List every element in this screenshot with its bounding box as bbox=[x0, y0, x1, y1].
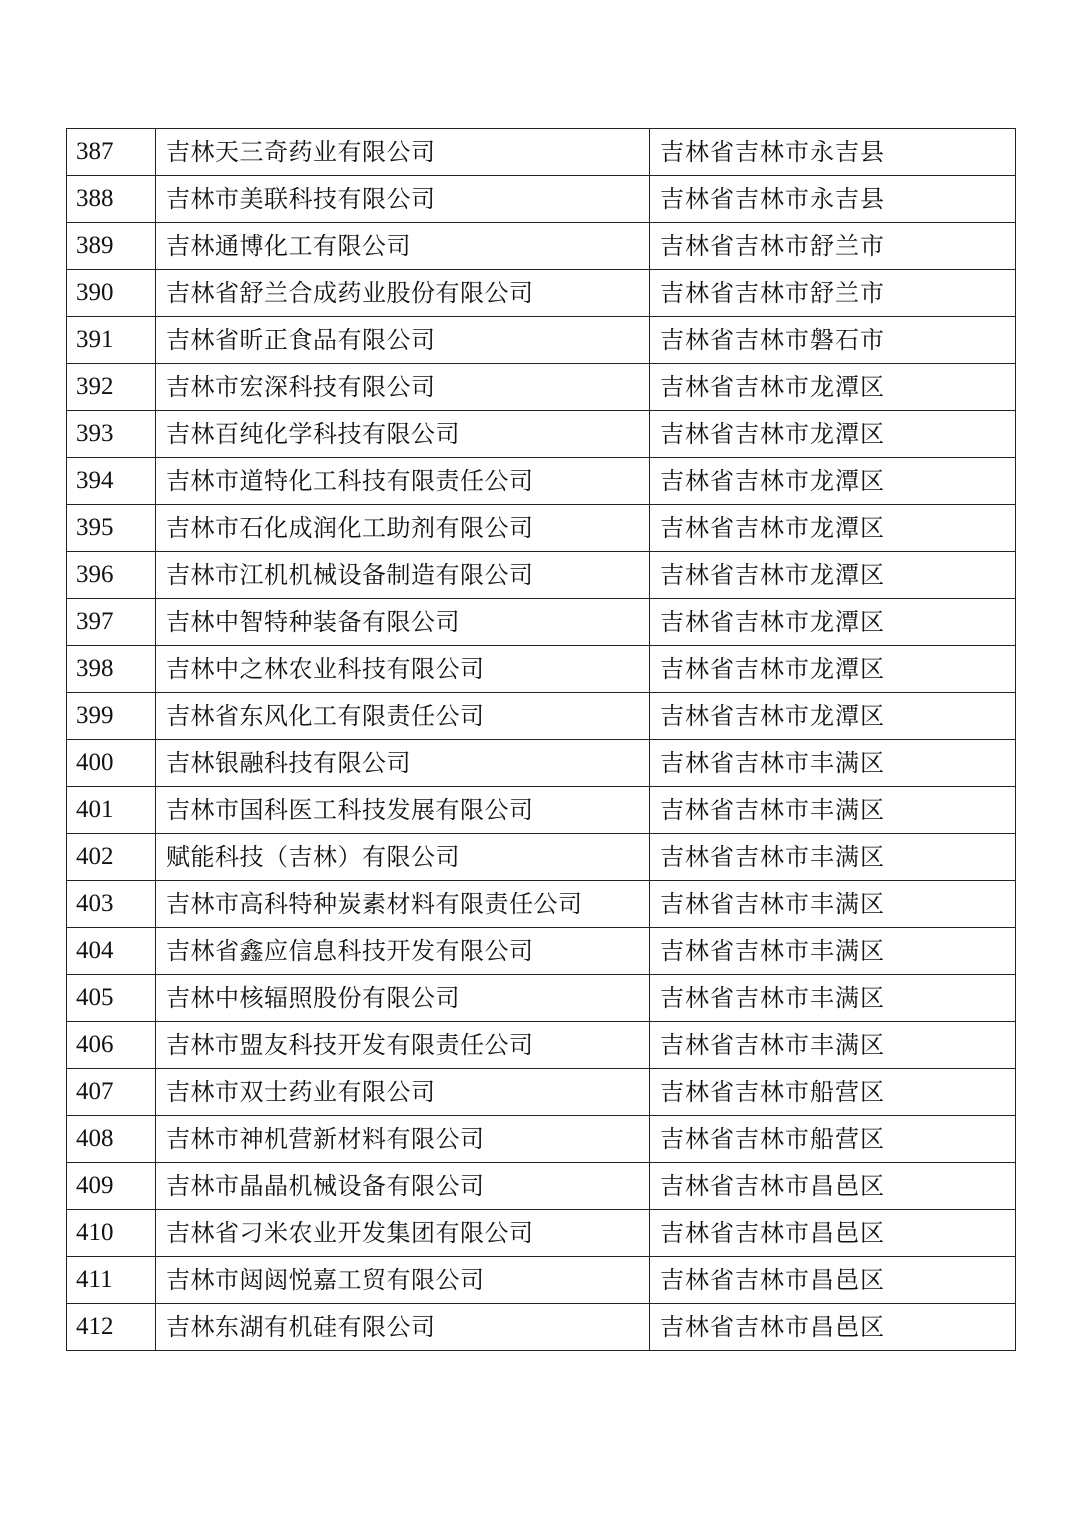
company-name: 吉林百纯化学科技有限公司 bbox=[156, 411, 650, 458]
company-name: 吉林市宏深科技有限公司 bbox=[156, 364, 650, 411]
company-location: 吉林省吉林市舒兰市 bbox=[650, 223, 1016, 270]
company-location: 吉林省吉林市舒兰市 bbox=[650, 270, 1016, 317]
row-number: 397 bbox=[67, 599, 156, 646]
row-number: 407 bbox=[67, 1069, 156, 1116]
table-row bbox=[67, 1022, 1016, 1069]
company-location: 吉林省吉林市丰满区 bbox=[650, 928, 1016, 975]
table-row bbox=[67, 505, 1016, 552]
company-list-table bbox=[66, 128, 1016, 1351]
row-number: 400 bbox=[67, 740, 156, 787]
row-number: 396 bbox=[67, 552, 156, 599]
company-location: 吉林省吉林市昌邑区 bbox=[650, 1257, 1016, 1304]
table-row bbox=[67, 881, 1016, 928]
row-number: 393 bbox=[67, 411, 156, 458]
row-number: 403 bbox=[67, 881, 156, 928]
table-row bbox=[67, 317, 1016, 364]
company-name: 吉林市晶晶机械设备有限公司 bbox=[156, 1163, 650, 1210]
table-row bbox=[67, 129, 1016, 176]
company-location: 吉林省吉林市龙潭区 bbox=[650, 364, 1016, 411]
row-number: 392 bbox=[67, 364, 156, 411]
table-row bbox=[67, 975, 1016, 1022]
company-location: 吉林省吉林市船营区 bbox=[650, 1116, 1016, 1163]
company-name: 吉林省鑫应信息科技开发有限公司 bbox=[156, 928, 650, 975]
row-number: 409 bbox=[67, 1163, 156, 1210]
company-name: 吉林天三奇药业有限公司 bbox=[156, 129, 650, 176]
company-location: 吉林省吉林市龙潭区 bbox=[650, 552, 1016, 599]
company-location: 吉林省吉林市龙潭区 bbox=[650, 599, 1016, 646]
company-name: 吉林市美联科技有限公司 bbox=[156, 176, 650, 223]
company-name: 吉林市神机营新材料有限公司 bbox=[156, 1116, 650, 1163]
row-number: 398 bbox=[67, 646, 156, 693]
row-number: 405 bbox=[67, 975, 156, 1022]
company-location: 吉林省吉林市丰满区 bbox=[650, 1022, 1016, 1069]
company-name: 吉林市闼闼悦嘉工贸有限公司 bbox=[156, 1257, 650, 1304]
company-name: 吉林市江机机械设备制造有限公司 bbox=[156, 552, 650, 599]
company-name: 吉林市国科医工科技发展有限公司 bbox=[156, 787, 650, 834]
row-number: 404 bbox=[67, 928, 156, 975]
row-number: 389 bbox=[67, 223, 156, 270]
table-row bbox=[67, 223, 1016, 270]
table-row bbox=[67, 646, 1016, 693]
row-number: 399 bbox=[67, 693, 156, 740]
row-number: 408 bbox=[67, 1116, 156, 1163]
company-location: 吉林省吉林市丰满区 bbox=[650, 787, 1016, 834]
company-name: 吉林省刁米农业开发集团有限公司 bbox=[156, 1210, 650, 1257]
company-name: 吉林中核辐照股份有限公司 bbox=[156, 975, 650, 1022]
table-row bbox=[67, 1116, 1016, 1163]
company-location: 吉林省吉林市龙潭区 bbox=[650, 693, 1016, 740]
table-row bbox=[67, 834, 1016, 881]
table-row bbox=[67, 1069, 1016, 1116]
company-name: 吉林市盟友科技开发有限责任公司 bbox=[156, 1022, 650, 1069]
company-name: 吉林中智特种装备有限公司 bbox=[156, 599, 650, 646]
row-number: 394 bbox=[67, 458, 156, 505]
company-name: 吉林市双士药业有限公司 bbox=[156, 1069, 650, 1116]
table-row bbox=[67, 1257, 1016, 1304]
table-row bbox=[67, 364, 1016, 411]
company-location: 吉林省吉林市船营区 bbox=[650, 1069, 1016, 1116]
company-name: 吉林市道特化工科技有限责任公司 bbox=[156, 458, 650, 505]
table-row bbox=[67, 176, 1016, 223]
company-location: 吉林省吉林市龙潭区 bbox=[650, 646, 1016, 693]
company-location: 吉林省吉林市昌邑区 bbox=[650, 1163, 1016, 1210]
company-name: 吉林省东风化工有限责任公司 bbox=[156, 693, 650, 740]
row-number: 395 bbox=[67, 505, 156, 552]
table-row bbox=[67, 458, 1016, 505]
company-location: 吉林省吉林市永吉县 bbox=[650, 176, 1016, 223]
company-location: 吉林省吉林市丰满区 bbox=[650, 881, 1016, 928]
row-number: 412 bbox=[67, 1304, 156, 1351]
table-row bbox=[67, 928, 1016, 975]
company-location: 吉林省吉林市龙潭区 bbox=[650, 411, 1016, 458]
company-location: 吉林省吉林市磐石市 bbox=[650, 317, 1016, 364]
company-name: 吉林通博化工有限公司 bbox=[156, 223, 650, 270]
row-number: 410 bbox=[67, 1210, 156, 1257]
table-body bbox=[67, 129, 1016, 1351]
row-number: 406 bbox=[67, 1022, 156, 1069]
company-name: 吉林东湖有机硅有限公司 bbox=[156, 1304, 650, 1351]
table-row bbox=[67, 411, 1016, 458]
company-location: 吉林省吉林市昌邑区 bbox=[650, 1304, 1016, 1351]
table-row bbox=[67, 1304, 1016, 1351]
row-number: 401 bbox=[67, 787, 156, 834]
company-location: 吉林省吉林市丰满区 bbox=[650, 975, 1016, 1022]
company-location: 吉林省吉林市丰满区 bbox=[650, 834, 1016, 881]
row-number: 388 bbox=[67, 176, 156, 223]
row-number: 402 bbox=[67, 834, 156, 881]
table-row bbox=[67, 1163, 1016, 1210]
table-row bbox=[67, 787, 1016, 834]
company-name: 吉林市石化成润化工助剂有限公司 bbox=[156, 505, 650, 552]
company-name: 吉林中之林农业科技有限公司 bbox=[156, 646, 650, 693]
table-row bbox=[67, 599, 1016, 646]
table-row bbox=[67, 740, 1016, 787]
company-location: 吉林省吉林市昌邑区 bbox=[650, 1210, 1016, 1257]
company-location: 吉林省吉林市龙潭区 bbox=[650, 458, 1016, 505]
company-name: 吉林市高科特种炭素材料有限责任公司 bbox=[156, 881, 650, 928]
row-number: 411 bbox=[67, 1257, 156, 1304]
company-name: 吉林省舒兰合成药业股份有限公司 bbox=[156, 270, 650, 317]
table-row bbox=[67, 1210, 1016, 1257]
row-number: 391 bbox=[67, 317, 156, 364]
company-name: 吉林省昕正食品有限公司 bbox=[156, 317, 650, 364]
company-location: 吉林省吉林市龙潭区 bbox=[650, 505, 1016, 552]
row-number: 387 bbox=[67, 129, 156, 176]
company-name: 赋能科技（吉林）有限公司 bbox=[156, 834, 650, 881]
table-row bbox=[67, 270, 1016, 317]
company-location: 吉林省吉林市永吉县 bbox=[650, 129, 1016, 176]
table-row bbox=[67, 693, 1016, 740]
company-name: 吉林银融科技有限公司 bbox=[156, 740, 650, 787]
table-row bbox=[67, 552, 1016, 599]
row-number: 390 bbox=[67, 270, 156, 317]
company-location: 吉林省吉林市丰满区 bbox=[650, 740, 1016, 787]
